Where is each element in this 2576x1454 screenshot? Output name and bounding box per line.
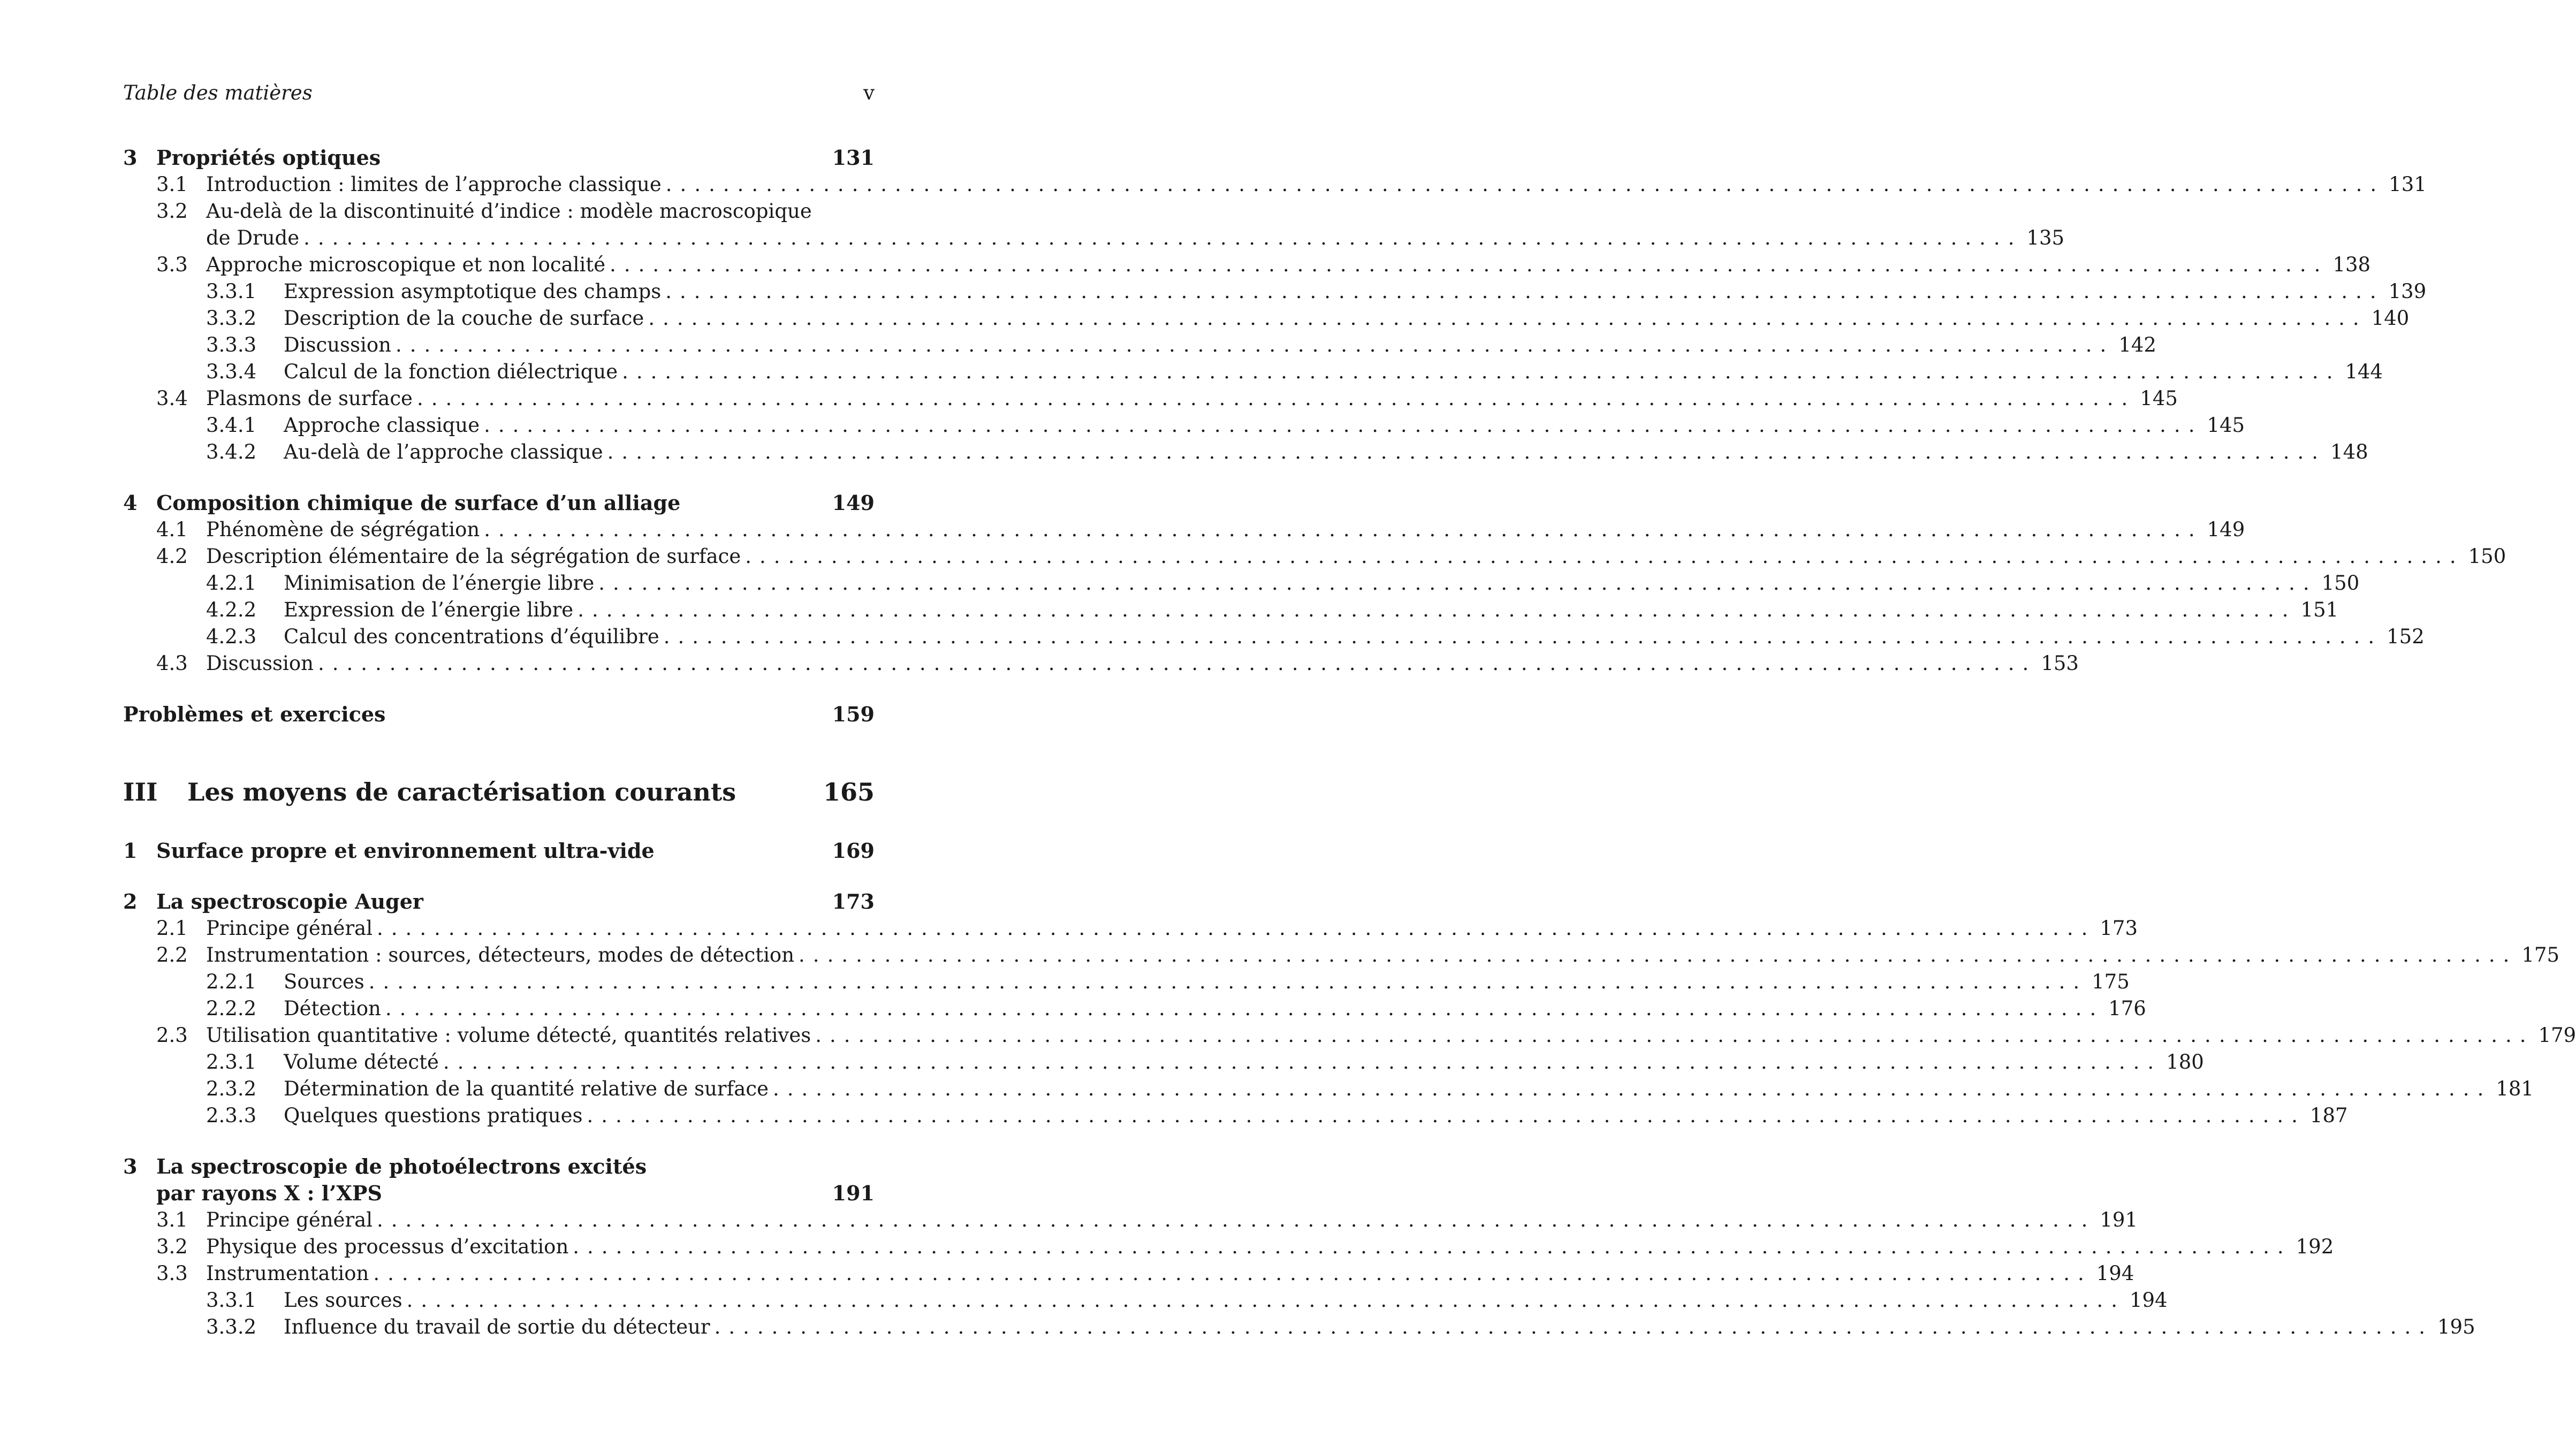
toc-entry[interactable] xyxy=(123,278,2427,305)
toc-entry-page: 192 xyxy=(2296,1235,2334,1258)
toc-entry-page: 181 xyxy=(2496,1077,2534,1100)
toc-entry-page: 194 xyxy=(2096,1262,2134,1285)
toc-entry[interactable] xyxy=(123,623,2425,650)
toc-entry-number: 2.2.1 xyxy=(206,970,257,993)
toc-entry[interactable] xyxy=(123,385,2178,412)
toc-entry[interactable] xyxy=(123,332,2156,359)
toc-entry-page: 152 xyxy=(2387,625,2425,648)
dot-leader: ........................................................................................................................ xyxy=(416,387,2136,410)
toc-entry-title: Plasmons de surface xyxy=(206,387,413,410)
dot-leader: ........................................................................................................................ xyxy=(622,360,2341,383)
toc-entry-number: 3 xyxy=(123,146,138,170)
toc-entry-title: Composition chimique de surface d’un alliage xyxy=(156,491,681,515)
toc-entry-title: Discussion xyxy=(284,333,391,356)
toc-entry-number: 4.2.1 xyxy=(206,572,257,595)
toc-entry-page: 145 xyxy=(2207,414,2245,437)
toc-entry-page: 176 xyxy=(2108,997,2146,1020)
toc-entry-number: 4.1 xyxy=(156,518,188,541)
toc-entry[interactable] xyxy=(123,1022,2576,1049)
dot-leader: ........................................................................................................................ xyxy=(317,652,2037,675)
toc-entry-number: 2.3.1 xyxy=(206,1050,257,1074)
toc-entry[interactable] xyxy=(123,1153,875,1180)
toc-entry[interactable] xyxy=(123,1180,875,1207)
dot-leader: ........................................................................................................................ xyxy=(368,970,2088,993)
toc-entry[interactable] xyxy=(123,888,875,915)
toc-entry[interactable] xyxy=(123,995,2146,1022)
toc-entry-title: La spectroscopie de photoélectrons excités xyxy=(156,1154,647,1178)
toc-entry-number: 2.2.2 xyxy=(206,997,257,1020)
dot-leader: ........................................................................................................................ xyxy=(373,1262,2092,1285)
dot-leader: ........................................................................................................................ xyxy=(573,1235,2292,1258)
toc-entry-page: 131 xyxy=(832,146,875,170)
toc-entry-page: 191 xyxy=(2100,1208,2138,1231)
dot-leader: ........................................................................................................................ xyxy=(772,1077,2492,1100)
toc-entry-page: 153 xyxy=(2041,652,2079,675)
toc-entry-page: 135 xyxy=(2026,226,2065,249)
toc-entry[interactable] xyxy=(123,1260,2134,1287)
toc-entry-page: 142 xyxy=(2118,333,2156,356)
toc-entry[interactable] xyxy=(123,439,2368,466)
toc-entry[interactable] xyxy=(123,412,2245,439)
toc-entry-page: 179 xyxy=(2538,1024,2576,1047)
toc-entry-page: 139 xyxy=(2388,280,2427,303)
toc-entry[interactable] xyxy=(123,359,2383,385)
toc-entry-page: 173 xyxy=(832,889,875,913)
toc-entry[interactable] xyxy=(123,543,2506,570)
toc-entry-page: 144 xyxy=(2345,360,2383,383)
toc-entry[interactable] xyxy=(123,171,2427,198)
toc-entry-page: 173 xyxy=(2100,917,2138,940)
toc-entry-title: Description de la couche de surface xyxy=(284,307,644,330)
dot-leader: ........................................................................................................................ xyxy=(799,943,2518,966)
dot-leader: ........................................................................................................................ xyxy=(648,307,2367,330)
dot-leader: ........................................................................................................................ xyxy=(443,1050,2162,1074)
toc-entry[interactable] xyxy=(123,1234,2334,1260)
dot-leader: ........................................................................................................................ xyxy=(303,226,2023,249)
toc-entry-number: 3.3.2 xyxy=(206,307,257,330)
toc-entry[interactable] xyxy=(123,516,2245,543)
dot-leader: ........................................................................................................................ xyxy=(484,518,2203,541)
toc-entry-number: 3.4 xyxy=(156,387,188,410)
toc-entry-title: par rayons X : l’XPS xyxy=(156,1181,382,1205)
dot-leader: ........................................................................................................................ xyxy=(745,545,2464,568)
toc-entry[interactable] xyxy=(123,1314,2475,1341)
toc-entry-number: 3.2 xyxy=(156,1235,188,1258)
toc-entry-number: 3.3 xyxy=(156,1262,188,1285)
dot-leader: ........................................................................................................................ xyxy=(577,598,2297,621)
toc-entry-title: Instrumentation xyxy=(206,1262,369,1285)
toc-entry-title: Au-delà de la discontinuité d’indice : modèle macroscopique xyxy=(206,200,812,223)
toc-entry-number: 2.3.2 xyxy=(206,1077,257,1100)
toc-entry-title: Discussion xyxy=(206,652,314,675)
toc-entry-title: Volume détecté xyxy=(284,1050,439,1074)
toc-entry-page: 151 xyxy=(2300,598,2339,621)
dot-leader: ........................................................................................................................ xyxy=(587,1104,2306,1127)
toc-entry-title: Détermination de la quantité relative de surface xyxy=(284,1077,769,1100)
running-header-title: Table des matières xyxy=(123,81,313,104)
toc-entry-title: Approche microscopique et non localité xyxy=(206,253,606,276)
toc-entry-number: III xyxy=(123,778,158,806)
toc-entry-title: La spectroscopie Auger xyxy=(156,889,423,913)
dot-leader: ........................................................................................................................ xyxy=(665,280,2384,303)
toc-entry-page: 165 xyxy=(823,778,875,806)
toc-entry-page: 175 xyxy=(2092,970,2130,993)
toc-entry-title: Description élémentaire de la ségrégation de surface xyxy=(206,545,741,568)
toc-entry[interactable] xyxy=(123,650,2079,677)
toc-entry-page: 175 xyxy=(2521,943,2560,966)
toc-entry-page: 150 xyxy=(2321,572,2360,595)
dot-leader: ........................................................................................................................ xyxy=(377,1208,2096,1231)
toc-entry[interactable] xyxy=(123,597,2339,623)
dot-leader: ........................................................................................................................ xyxy=(395,333,2115,356)
toc-entry-page: 195 xyxy=(2437,1315,2475,1338)
toc-entry-number: 3.3 xyxy=(156,253,188,276)
toc-entry-title: Influence du travail de sortie du détecteur xyxy=(284,1315,710,1338)
toc-entry[interactable] xyxy=(123,969,2130,995)
dot-leader: ........................................................................................................................ xyxy=(610,253,2329,276)
toc-entry-title: Principe général xyxy=(206,1208,373,1231)
toc-entry-number: 3.3.1 xyxy=(206,1289,257,1312)
toc-entry-title: Problèmes et exercices xyxy=(123,702,386,726)
toc-entry-title: Les sources xyxy=(284,1289,402,1312)
dot-leader: ........................................................................................................................ xyxy=(714,1315,2433,1338)
running-header-page-number: v xyxy=(863,81,875,104)
toc-entry[interactable] xyxy=(123,776,875,808)
toc-entry-title: Introduction : limites de l’approche classique xyxy=(206,173,662,196)
dot-leader: ........................................................................................................................ xyxy=(663,625,2383,648)
toc-entry-page: 191 xyxy=(832,1181,875,1205)
toc-entry[interactable] xyxy=(123,1102,2348,1129)
dot-leader: ........................................................................................................................ xyxy=(815,1024,2534,1047)
toc-entry-number: 4.2 xyxy=(156,545,188,568)
toc-entry-number: 3.1 xyxy=(156,173,188,196)
toc-entry-page: 138 xyxy=(2332,253,2371,276)
toc-entry-page: 149 xyxy=(832,491,875,515)
toc-entry-title: Minimisation de l’énergie libre xyxy=(284,572,595,595)
toc-entry-title: Au-delà de l’approche classique xyxy=(284,440,603,463)
toc-entry[interactable] xyxy=(123,1287,2168,1314)
toc-entry-title: Phénomène de ségrégation xyxy=(206,518,480,541)
toc-entry-number: 3 xyxy=(123,1154,138,1178)
toc-entry-title: Propriétés optiques xyxy=(156,146,381,170)
toc-entry[interactable] xyxy=(123,198,875,225)
toc-entry-page: 169 xyxy=(832,839,875,863)
toc-entry-title: Calcul de la fonction diélectrique xyxy=(284,360,618,383)
toc-entry[interactable] xyxy=(123,838,875,864)
toc-entry[interactable] xyxy=(123,490,875,516)
toc-entry-title: Détection xyxy=(284,997,381,1020)
dot-leader: ........................................................................................................................ xyxy=(665,173,2385,196)
toc-entry-number: 2 xyxy=(123,889,138,913)
toc-entry-title: Utilisation quantitative : volume détecté, quantités relatives xyxy=(206,1024,811,1047)
toc-entry-number: 3.2 xyxy=(156,200,188,223)
toc-entry-number: 2.3.3 xyxy=(206,1104,257,1127)
toc-entry-page: 150 xyxy=(2468,545,2506,568)
toc-entry-number: 4.2.2 xyxy=(206,598,257,621)
toc-entry[interactable] xyxy=(123,225,2065,252)
toc-entry-number: 4.2.3 xyxy=(206,625,257,648)
toc-entry-title: Les moyens de caractérisation courants xyxy=(187,778,736,806)
dot-leader: ........................................................................................................................ xyxy=(607,440,2327,463)
toc-entry-page: 194 xyxy=(2129,1289,2168,1312)
dot-leader: ........................................................................................................................ xyxy=(377,917,2096,940)
toc-entry-page: 148 xyxy=(2330,440,2368,463)
toc-entry-number: 2.1 xyxy=(156,917,188,940)
toc-entry-number: 2.2 xyxy=(156,943,188,966)
toc-entry-number: 3.3.1 xyxy=(206,280,257,303)
toc-entry[interactable] xyxy=(123,915,2138,942)
toc-entry-number: 4.3 xyxy=(156,652,188,675)
toc-entry[interactable] xyxy=(123,701,875,728)
toc-entry-title: Sources xyxy=(284,970,364,993)
toc-entry-number: 3.4.1 xyxy=(206,414,257,437)
toc-entry[interactable] xyxy=(123,305,2410,332)
toc-entry[interactable] xyxy=(123,1207,2138,1234)
toc-entry-page: 180 xyxy=(2166,1050,2204,1074)
toc-entry[interactable] xyxy=(123,1076,2534,1102)
toc-entry[interactable] xyxy=(123,570,2360,597)
toc-entry[interactable] xyxy=(123,1049,2204,1076)
toc-entry-number: 1 xyxy=(123,839,138,863)
toc-entry-title: Expression de l’énergie libre xyxy=(284,598,574,621)
toc-entry-title: Surface propre et environnement ultra-vide xyxy=(156,839,655,863)
toc-entry-title: Instrumentation : sources, détecteurs, modes de détection xyxy=(206,943,795,966)
toc-entry-number: 3.4.2 xyxy=(206,440,257,463)
toc-entry[interactable] xyxy=(123,144,875,171)
toc-entry-page: 131 xyxy=(2389,173,2427,196)
toc-entry-page: 187 xyxy=(2309,1104,2348,1127)
toc-entry-number: 2.3 xyxy=(156,1024,188,1047)
toc-entry-page: 159 xyxy=(832,702,875,726)
toc-entry-title: Expression asymptotique des champs xyxy=(284,280,662,303)
toc-entry-page: 149 xyxy=(2207,518,2245,541)
toc-entry-title: Principe général xyxy=(206,917,373,940)
dot-leader: ........................................................................................................................ xyxy=(484,414,2203,437)
toc-entry[interactable] xyxy=(123,942,2560,969)
toc-entry-number: 3.3.3 xyxy=(206,333,257,356)
toc-entry[interactable] xyxy=(123,252,2371,278)
toc-entry-number: 3.3.2 xyxy=(206,1315,257,1338)
toc-entry-page: 145 xyxy=(2140,387,2178,410)
toc-entry-page: 140 xyxy=(2371,307,2410,330)
toc-entry-number: 4 xyxy=(123,491,138,515)
dot-leader: ........................................................................................................................ xyxy=(385,997,2104,1020)
toc-entry-number: 3.1 xyxy=(156,1208,188,1231)
toc-entry-title: Approche classique xyxy=(284,414,480,437)
dot-leader: ........................................................................................................................ xyxy=(406,1289,2125,1312)
toc-entry-title: Calcul des concentrations d’équilibre xyxy=(284,625,659,648)
toc-entry-title: Quelques questions pratiques xyxy=(284,1104,583,1127)
toc-entry-number: 3.3.4 xyxy=(206,360,257,383)
dot-leader: ........................................................................................................................ xyxy=(598,572,2317,595)
toc-entry-title: de Drude xyxy=(206,226,300,249)
toc-entry-title: Physique des processus d’excitation xyxy=(206,1235,569,1258)
